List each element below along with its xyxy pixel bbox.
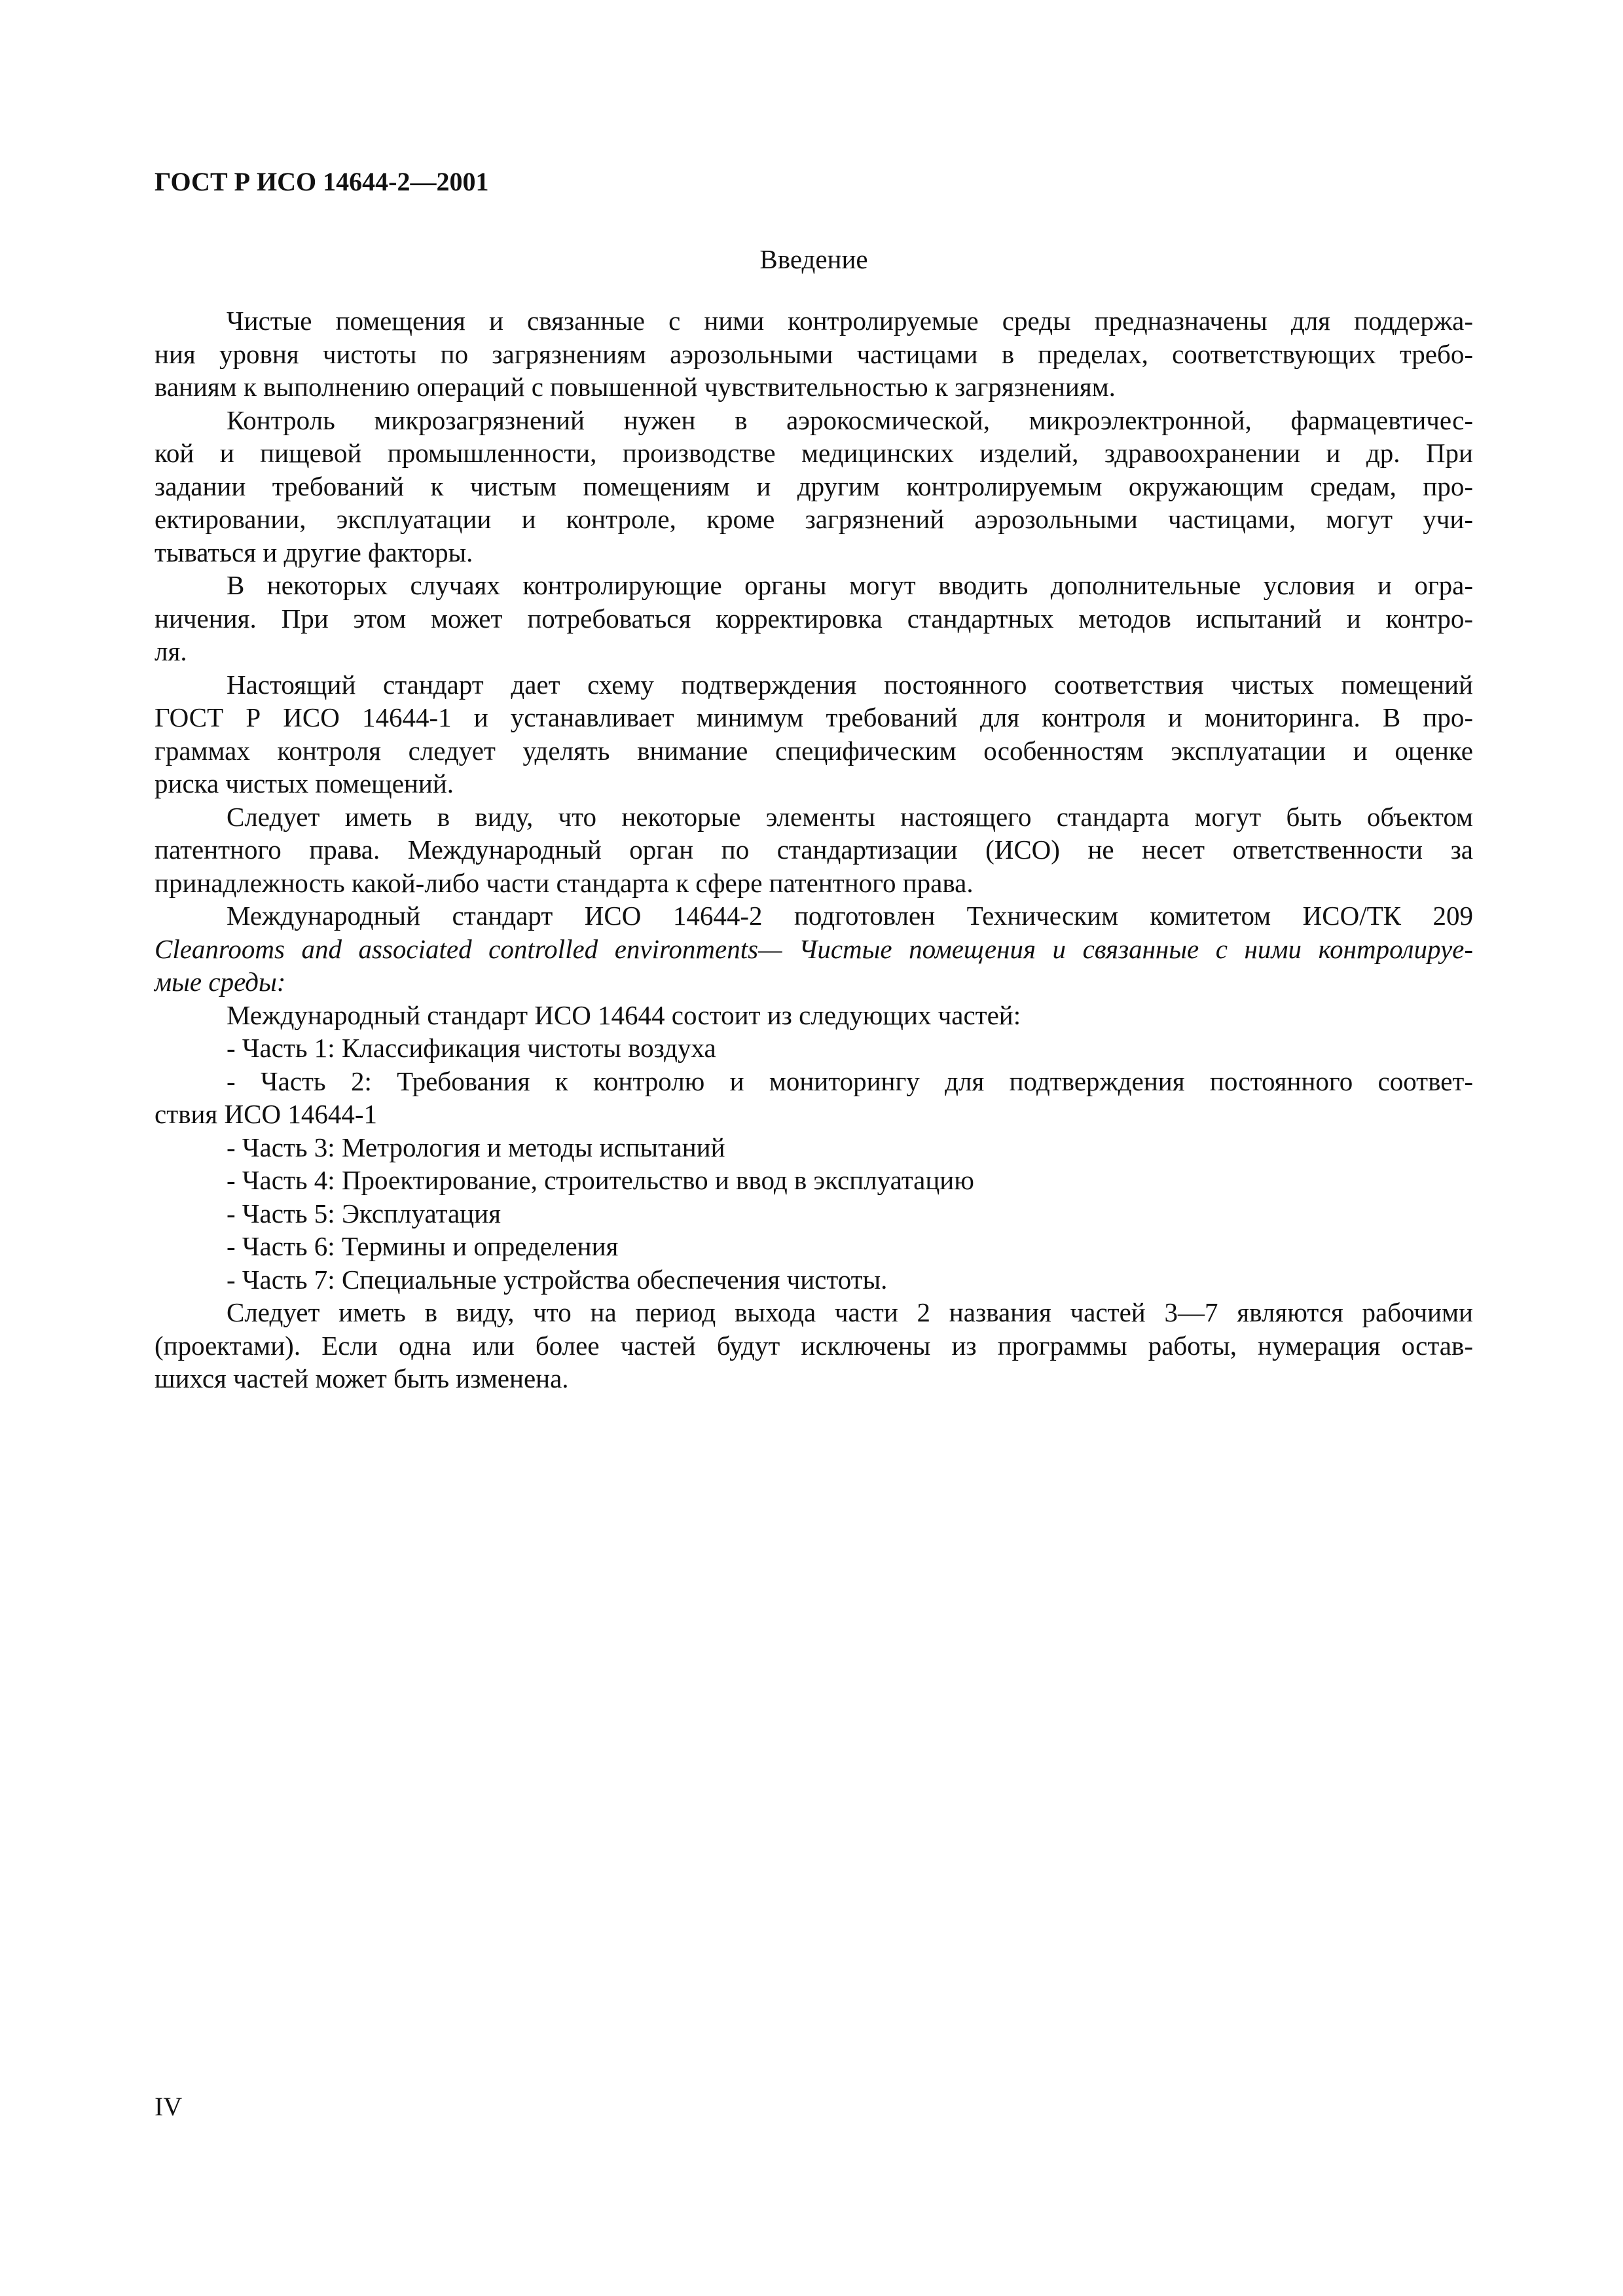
text-line: ля. (155, 636, 187, 666)
text-line: - Часть 2: Требования к контролю и мониторингу для подтверждения постоянного соответ- (227, 1066, 1473, 1096)
text-line: Чистые помещения и связанные с ними контролируемые среды предназначены для поддержа- (227, 306, 1473, 336)
text-line: ничения. При этом может потребоваться корректировка стандартных методов испытаний и контро- (155, 603, 1473, 634)
text-line: мые среды: (155, 967, 286, 997)
text-line: принадлежность какой-либо части стандарта к сфере патентного права. (155, 867, 974, 898)
text-line: кой и пищевой промышленности, производстве медицинских изделий, здравоохранении и др. При (155, 438, 1473, 468)
text-line: ГОСТ Р ИСО 14644-1 и устанавливает минимум требований для контроля и мониторинга. В про- (155, 702, 1473, 732)
text-line: Международный стандарт ИСО 14644 состоит из следующих частей: (227, 999, 1021, 1030)
text-line: - Часть 4: Проектирование, строительство и ввод в эксплуатацию (227, 1165, 974, 1195)
text-line: задании требований к чистым помещениям и другим контролируемым окружающим средам, про- (155, 471, 1473, 501)
text-line: Международный стандарт ИСО 14644-2 подготовлен Техническим комитетом ИСО/ТК 209 (227, 901, 1473, 931)
text-line: Cleanrooms and associated controlled environments— Чистые помещения и связанные с ними контролируе- (155, 933, 1473, 964)
text-line: патентного права. Международный орган по стандартизации (ИСО) не несет ответственности за (155, 834, 1473, 865)
text-line: граммах контроля следует уделять внимание специфическим особенностям эксплуатации и оценке (155, 735, 1473, 766)
section-title: Введение (759, 244, 868, 274)
text-line: ния уровня чистоты по загрязнениям аэрозольными частицами в пределах, соответствующих требо- (155, 338, 1473, 369)
text-line: тываться и другие факторы. (155, 537, 473, 567)
text-line: Настоящий стандарт дает схему подтверждения постоянного соответствия чистых помещений (227, 669, 1473, 700)
text-line: шихся частей может быть изменена. (155, 1363, 569, 1393)
text-line: Следует иметь в виду, что на период выхода части 2 названия частей 3—7 являются рабочими (227, 1297, 1473, 1327)
text-line: ектировании, эксплуатации и контроле, кроме загрязнений аэрозольными частицами, могут учи- (155, 504, 1473, 534)
document-header: ГОСТ Р ИСО 14644-2—2001 (155, 167, 489, 196)
document-body (155, 304, 1473, 1395)
text-line: - Часть 7: Специальные устройства обеспечения чистоты. (227, 1264, 888, 1295)
text-line: - Часть 1: Классификация чистоты воздуха (227, 1033, 716, 1063)
text-line: - Часть 3: Метрология и методы испытаний (227, 1132, 725, 1162)
text-line: ваниям к выполнению операций с повышенной чувствительностью к загрязнениям. (155, 372, 1116, 402)
text-line: Контроль микрозагрязнений нужен в аэрокосмической, микроэлектронной, фармацевтичес- (227, 404, 1473, 435)
text-line: - Часть 6: Термины и определения (227, 1231, 619, 1261)
text-line: В некоторых случаях контролирующие органы могут вводить дополнительные условия и огра- (227, 570, 1473, 600)
text-line: (проектами). Если одна или более частей будут исключены из программы работы, нумерация остав- (155, 1330, 1473, 1361)
text-line: ствия ИСО 14644-1 (155, 1099, 377, 1129)
text-line: - Часть 5: Эксплуатация (227, 1198, 501, 1229)
text-line: Следует иметь в виду, что некоторые элементы настоящего стандарта могут быть объектом (227, 801, 1473, 832)
page-number: IV (155, 2092, 183, 2121)
text-line: риска чистых помещений. (155, 768, 454, 798)
